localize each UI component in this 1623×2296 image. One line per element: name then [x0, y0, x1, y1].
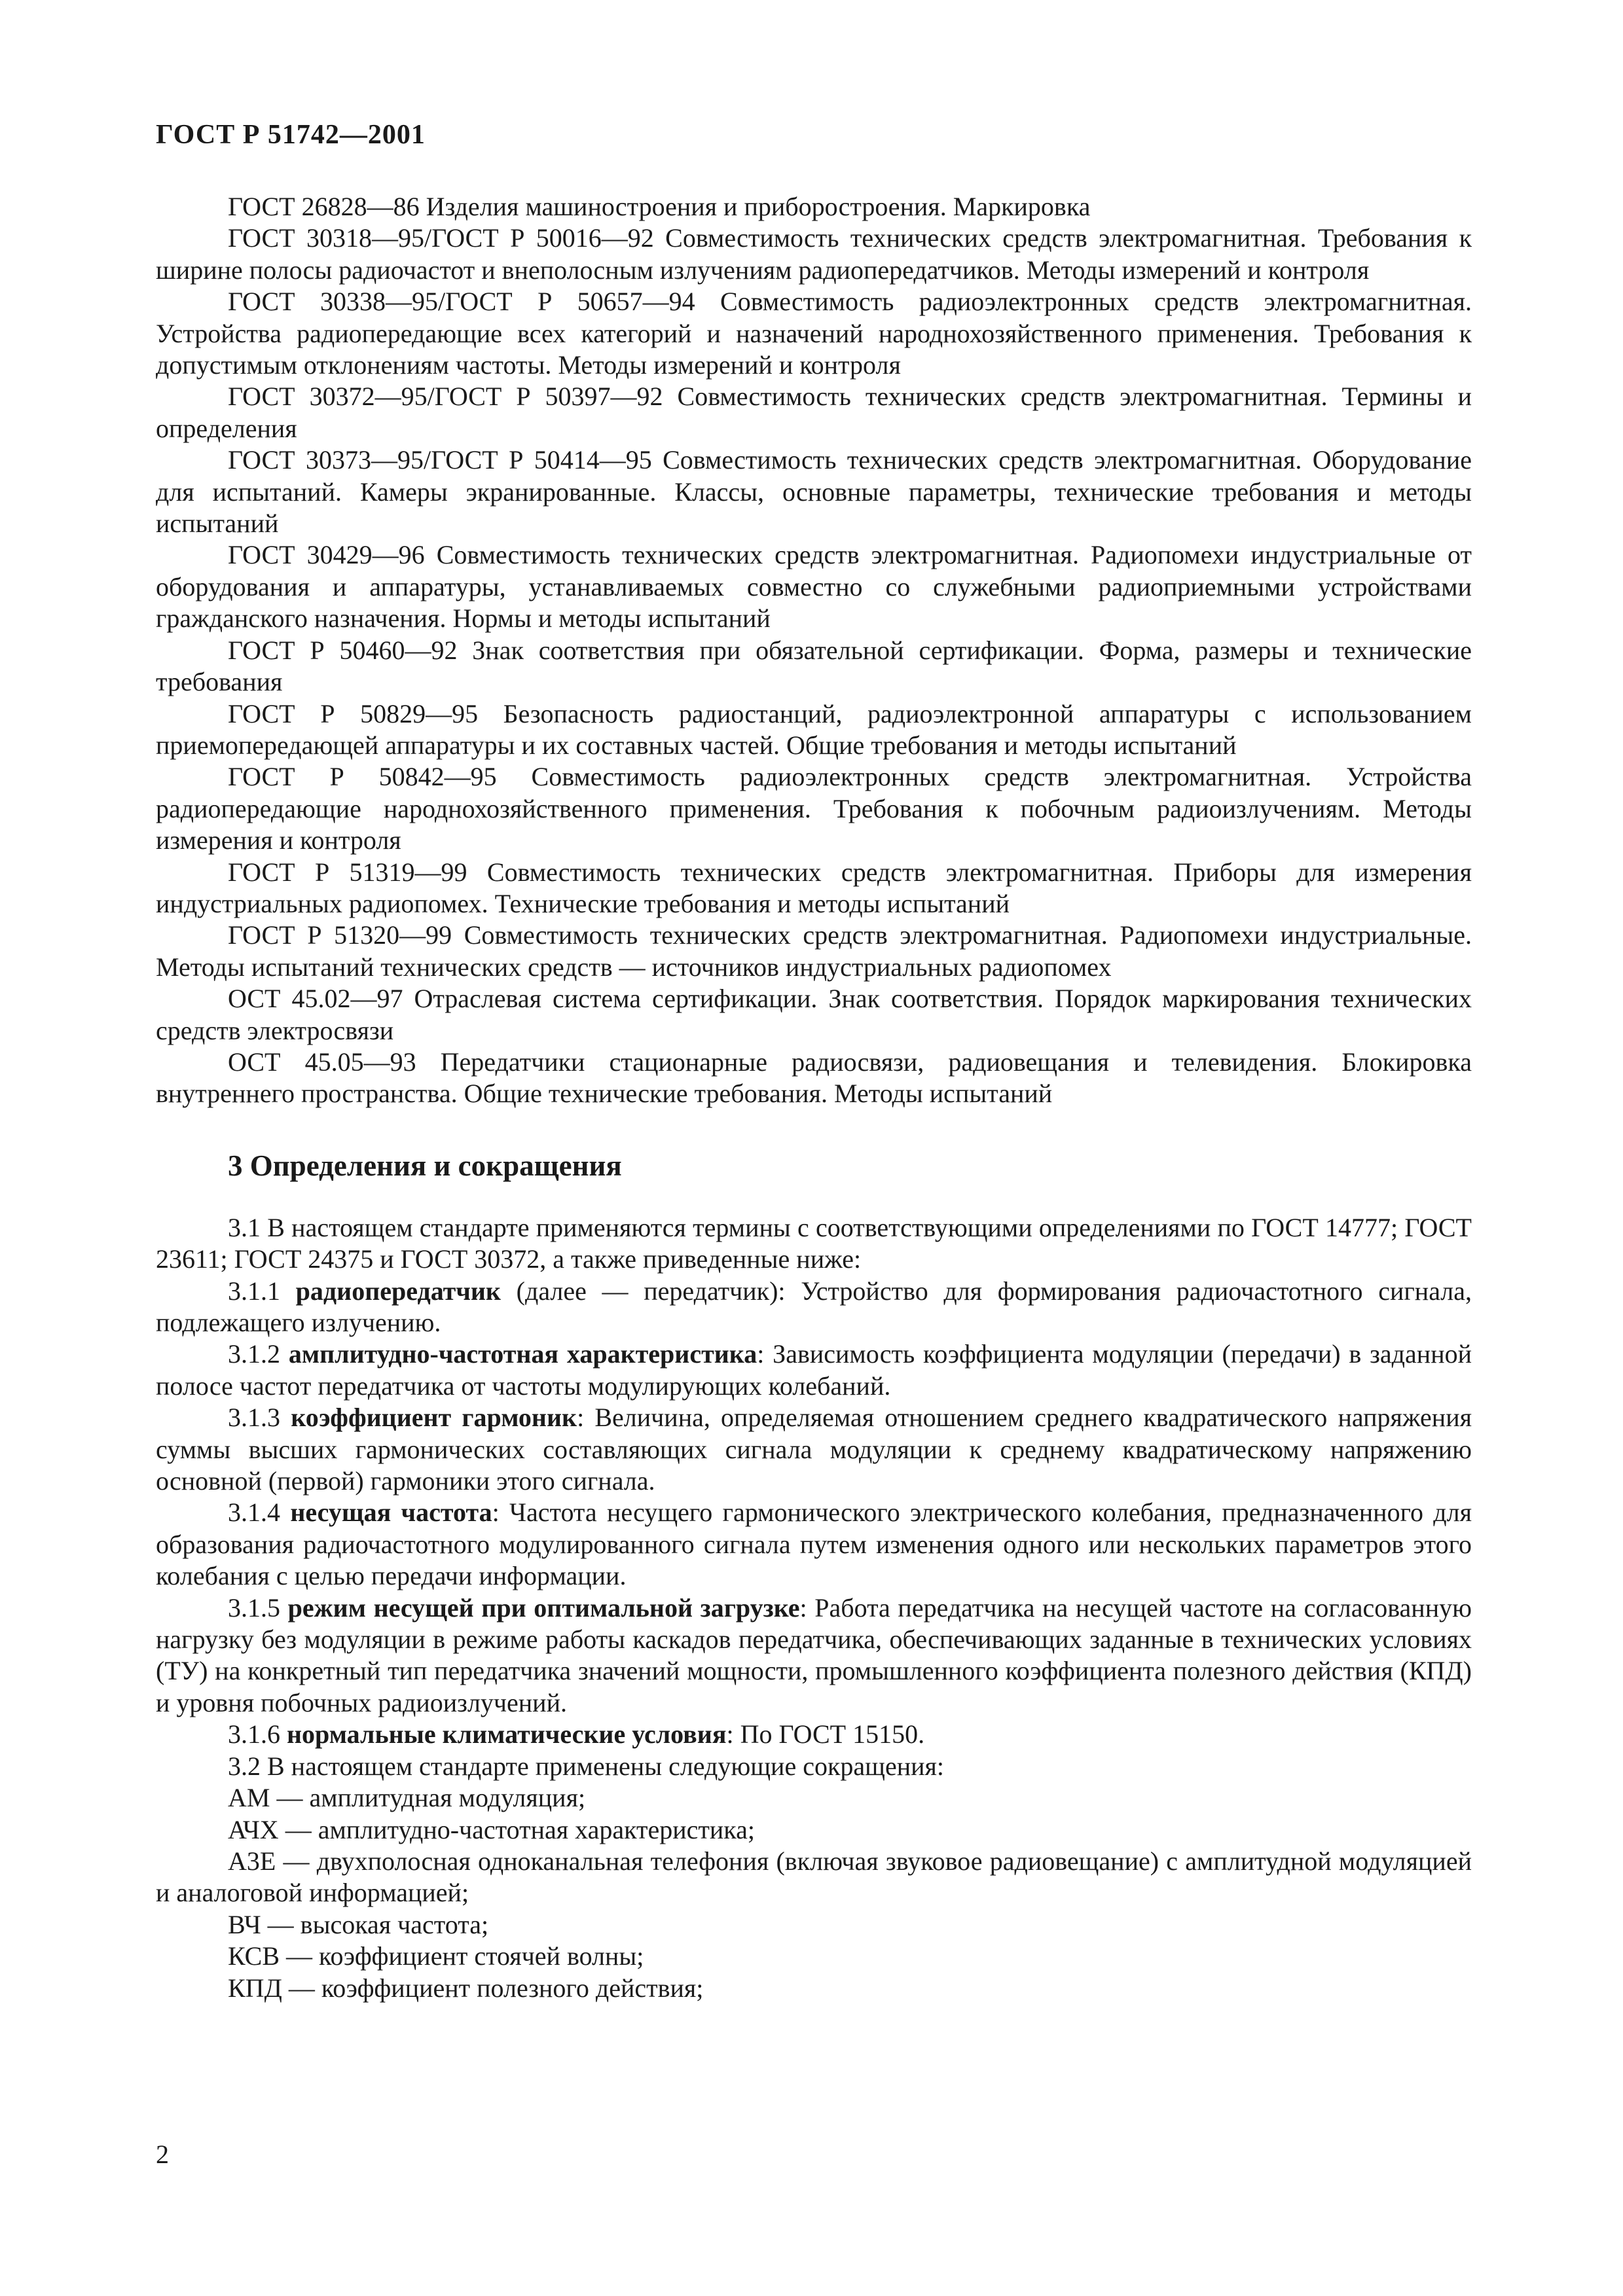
- definition-item: [156, 1497, 1472, 1592]
- reference-item: ОСТ 45.05—93 Передатчики стационарные радиосвязи, радиовещания и телевидения. Блокировка внутреннего пространства. Общие технические требования. Методы испытаний: [156, 1047, 1472, 1109]
- normative-references-list: [156, 191, 1472, 1110]
- section-heading: 3 Определения и сокращения: [228, 1149, 622, 1182]
- reference-item: ГОСТ Р 50842—95 Совместимость радиоэлектронных средств электромагнитная. Устройства радиопередающие народнохозяйственного применения. Требования к побочным радиоизлучениям. Методы измерения и контроля: [156, 762, 1472, 855]
- reference-item: ГОСТ Р 51320—99 Совместимость технических средств электромагнитная. Радиопомехи индустриальные. Методы испытаний технических средств — источников индустриальных радиопомех: [156, 920, 1472, 982]
- definition-term: коэффициент гармоник: [291, 1403, 577, 1433]
- reference-item: ГОСТ 30372—95/ГОСТ Р 50397—92 Совместимость технических средств электромагнитная. Термины и определения: [156, 382, 1472, 443]
- definition-text: : Работа передатчика на несущей частоте на согласованную нагрузку без модуляции в режиме работы каскадов передатчика, обеспечивающих заданные в технических условиях (ТУ) на конкретный тип передатчика значений мощности, промышленного коэффициента полезного действия (КПД) и уровня побочных радиоизлучений.: [156, 1592, 1472, 1717]
- definition-item: [156, 1276, 1472, 1339]
- definition-number: 3.1.2: [228, 1339, 280, 1369]
- reference-item: ГОСТ Р 51319—99 Совместимость технических средств электромагнитная. Приборы для измерения индустриальных радиопомех. Технические требования и методы испытаний: [156, 857, 1472, 918]
- abbreviation-item: КСВ — коэффициент стоячей волны;: [228, 1941, 644, 1971]
- definition-number: 3.1.4: [228, 1498, 280, 1528]
- page-number: 2: [156, 2140, 169, 2169]
- abbreviation-item: АМ — амплитудная модуляция;: [228, 1783, 586, 1813]
- document-body: [156, 191, 1472, 2004]
- definition-term: несущая частота: [290, 1498, 492, 1528]
- definition-number: 3.1.1: [228, 1276, 280, 1306]
- document-header-id: ГОСТ Р 51742—2001: [156, 120, 426, 150]
- definition-term: радиопередатчик: [295, 1276, 501, 1306]
- definition-number: 3.1.5: [228, 1592, 280, 1623]
- definition-text: (далее — передатчик): Устройство для формирования радиочастотного сигнала, подлежащего излучению.: [156, 1276, 1472, 1337]
- reference-item: ГОСТ 30373—95/ГОСТ Р 50414—95 Совместимость технических средств электромагнитная. Оборудование для испытаний. Камеры экранированные. Классы, основные параметры, технические требования и методы испытаний: [156, 445, 1472, 539]
- reference-item: ГОСТ Р 50460—92 Знак соответствия при обязательной сертификации. Форма, размеры и технические требования: [156, 635, 1472, 697]
- reference-item: ОСТ 45.02—97 Отраслевая система сертификации. Знак соответствия. Порядок маркирования технических средств электросвязи: [156, 984, 1472, 1045]
- definition-number: 3.1.6: [228, 1719, 280, 1749]
- definition-item: [156, 1338, 1472, 1402]
- definition-text: : Величина, определяемая отношением среднего квадратического напряжения суммы высших гармонических составляющих сигнала модуляции к среднему квадратическому напряжению основной (первой) гармоники этого сигнала.: [156, 1403, 1472, 1496]
- definition-number: 3.1.3: [228, 1403, 280, 1433]
- reference-item: ГОСТ Р 50829—95 Безопасность радиостанций, радиоэлектронной аппаратуры с использованием приемопередающей аппаратуры и их составных частей. Общие требования и методы испытаний: [156, 698, 1472, 760]
- definition-item: [156, 1592, 1472, 1719]
- definition-term: режим несущей при оптимальной загрузке: [287, 1592, 800, 1623]
- definition-item: [156, 1402, 1472, 1497]
- abbreviation-item: КПД — коэффициент полезного действия;: [228, 1973, 704, 2003]
- definition-text: : По ГОСТ 15150.: [726, 1719, 925, 1749]
- definition-text: : Зависимость коэффициента модуляции (передачи) в заданной полосе частот передатчика от частоты модулирующих колебаний.: [156, 1339, 1472, 1401]
- reference-item: ГОСТ 30429—96 Совместимость технических средств электромагнитная. Радиопомехи индустриальные от оборудования и аппаратуры, устанавливаемых совместно со служебными радиоприемными устройствами гражданского назначения. Нормы и методы испытаний: [156, 540, 1472, 634]
- reference-item: ГОСТ 26828—86 Изделия машиностроения и приборостроения. Маркировка: [228, 192, 1091, 221]
- abbreviation-item: АЧХ — амплитудно-частотная характеристика;: [228, 1814, 755, 1844]
- reference-item: ГОСТ 30318—95/ГОСТ Р 50016—92 Совместимость технических средств электромагнитная. Требования к ширине полосы радиочастот и внеполосным излучениям радиопередатчиков. Методы измерений и контроля: [156, 223, 1472, 285]
- abbreviation-item: ВЧ — высокая частота;: [228, 1909, 489, 1939]
- abbreviation-item: А3Е — двухполосная одноканальная телефония (включая звуковое радиовещание) с амплитудной модуляцией и аналоговой информацией;: [156, 1846, 1472, 1908]
- reference-item: ГОСТ 30338—95/ГОСТ Р 50657—94 Совместимость радиоэлектронных средств электромагнитная. Устройства радиопередающие всех категорий и назначений народнохозяйственного применения. Требования к допустимым отклонениям частоты. Методы измерений и контроля: [156, 287, 1472, 380]
- definitions-intro: 3.1 В настоящем стандарте применяются термины с соответствующими определениями по ГОСТ 14777; ГОСТ 23611; ГОСТ 24375 и ГОСТ 30372, а также приведенные ниже:: [156, 1212, 1472, 1274]
- definition-text: : Частота несущего гармонического электрического колебания, предназначенного для образования радиочастотного модулированного сигнала путем изменения одного или нескольких параметров этого колебания с целью передачи информации.: [156, 1498, 1472, 1591]
- definition-item: [156, 1719, 1472, 1750]
- definition-term: амплитудно-частотная характеристика: [288, 1339, 757, 1369]
- definition-term: нормальные климатические условия: [287, 1719, 727, 1749]
- abbreviations-intro: 3.2 В настоящем стандарте применены следующие сокращения:: [228, 1751, 945, 1781]
